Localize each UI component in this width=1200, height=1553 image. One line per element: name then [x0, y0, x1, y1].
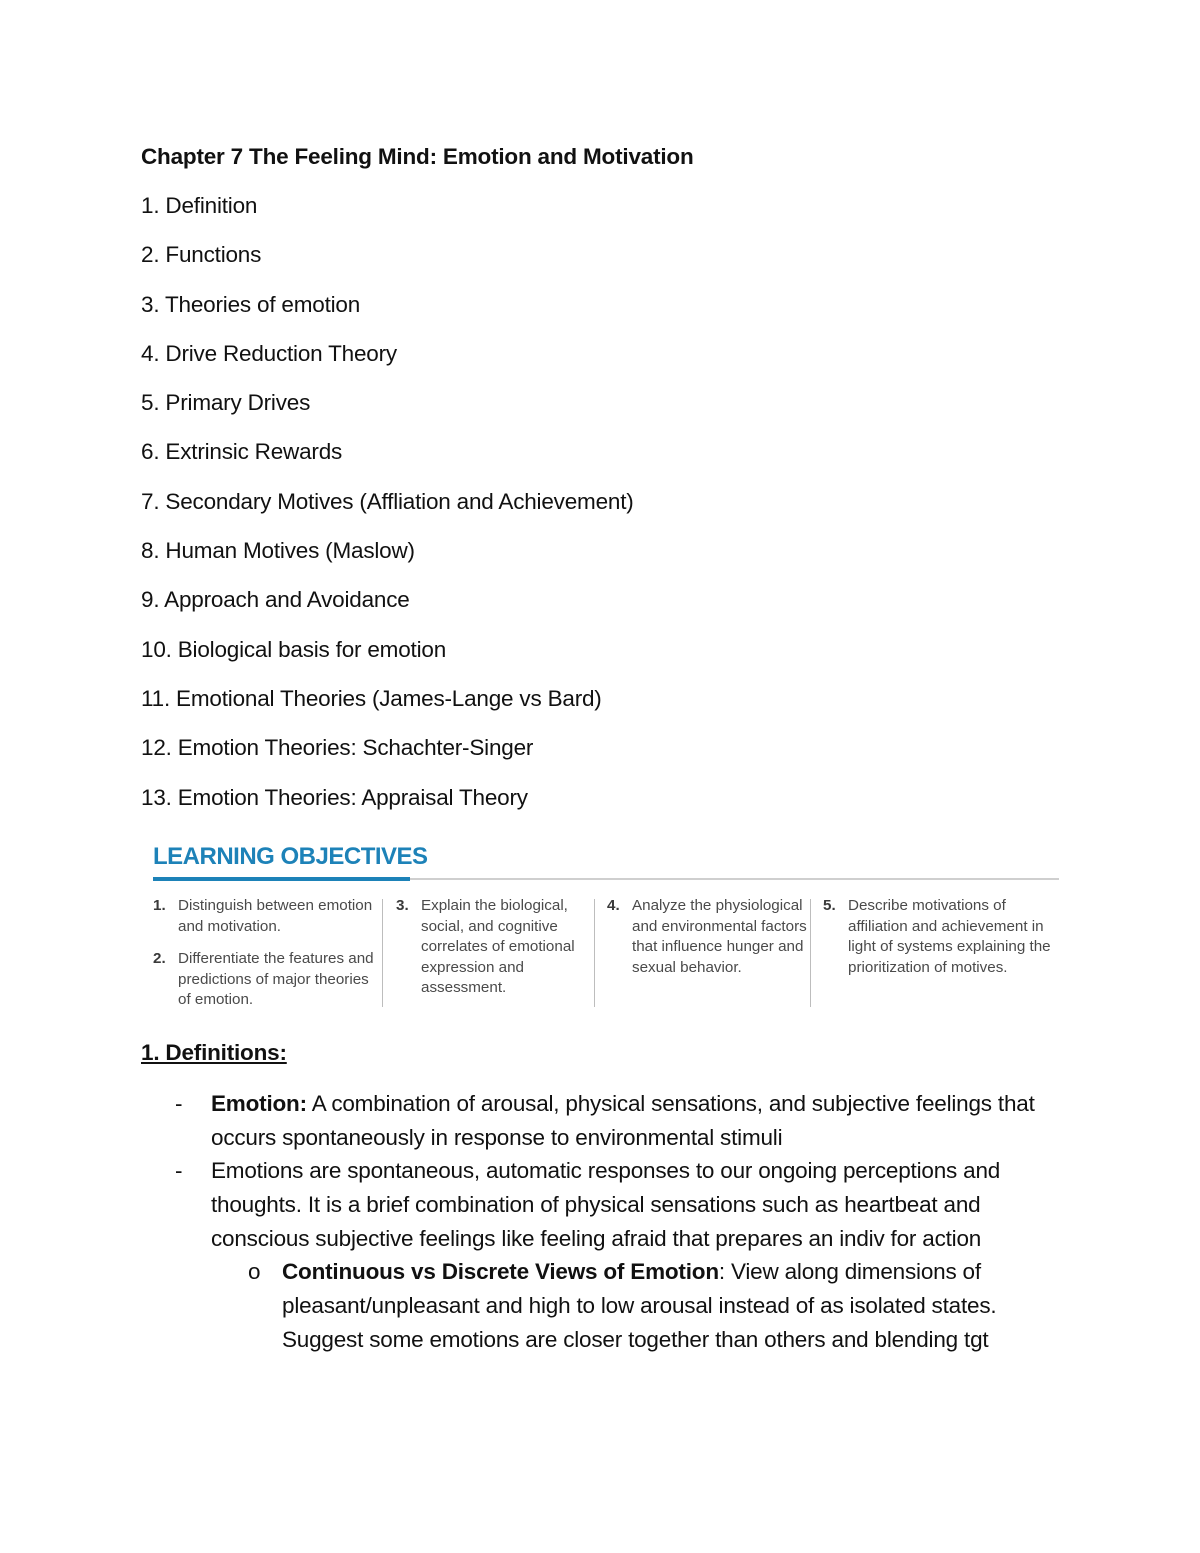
outline-item: 5. Primary Drives	[141, 390, 311, 416]
objectives-column-4	[823, 896, 1059, 990]
objective-item	[396, 896, 596, 999]
learning-objectives-heading: LEARNING OBJECTIVES	[153, 843, 428, 870]
objectives-column-1	[153, 896, 375, 1023]
outline-item: 8. Human Motives (Maslow)	[141, 538, 415, 564]
section-heading: 1. Definitions:	[141, 1040, 287, 1065]
outline-item: 12. Emotion Theories: Schachter-Singer	[141, 735, 534, 761]
outline-item: 2. Functions	[141, 242, 262, 268]
bullet-text: Emotions are spontaneous, automatic responses to our ongoing perceptions and thoughts. It is a brief combination of physical sensations such as heartbeat and conscious subjective feelings like feeling afraid that prepares an indiv for action	[211, 1158, 1001, 1251]
objective-item	[153, 896, 375, 937]
outline-item: 13. Emotion Theories: Appraisal Theory	[141, 784, 528, 810]
column-divider	[382, 899, 383, 1007]
bullet-item	[175, 1087, 1071, 1155]
chapter-outline	[141, 192, 634, 833]
bullet-item	[175, 1154, 1071, 1256]
objective-number: 2.	[153, 950, 166, 967]
heading-underline	[153, 877, 410, 881]
objective-text: Distinguish between emotion and motivation.	[178, 897, 373, 935]
term-label: Continuous vs Discrete Views of Emotion	[282, 1259, 719, 1284]
sub-bullet-marker: o	[248, 1259, 261, 1284]
objective-text: Analyze the physiological and environmental factors that influence hunger and sexual behavior.	[632, 897, 807, 976]
term-label: Emotion:	[211, 1091, 307, 1116]
bullet-marker: -	[175, 1158, 183, 1183]
outline-item: 4. Drive Reduction Theory	[141, 340, 397, 366]
bullet-marker: -	[175, 1091, 183, 1116]
objective-number: 4.	[607, 897, 620, 914]
bullet-text: A combination of arousal, physical sensations, and subjective feelings that occurs spontaneously in response to environmental stimuli	[211, 1091, 1035, 1150]
objective-number: 3.	[396, 897, 409, 914]
objective-number: 5.	[823, 897, 836, 914]
outline-item: 9. Approach and Avoidance	[141, 587, 410, 613]
objective-number: 1.	[153, 897, 166, 914]
objective-item	[153, 949, 375, 1011]
outline-item: 6. Extrinsic Rewards	[141, 439, 343, 465]
objective-text: Explain the biological, social, and cognitive correlates of emotional expression and assessment.	[421, 897, 575, 996]
objective-item	[607, 896, 812, 978]
objective-item	[823, 896, 1059, 978]
objectives-column-2	[396, 896, 596, 1011]
outline-item: 10. Biological basis for emotion	[141, 636, 447, 662]
bullet-text: : View along dimensions of pleasant/unpleasant and high to low arousal instead of as isolated states. Suggest some emotions are closer together than others and blending tgt	[282, 1259, 997, 1352]
outline-item: 1. Definition	[141, 193, 258, 218]
sub-bullet-item	[248, 1255, 1072, 1357]
column-divider	[594, 899, 595, 1007]
outline-item: 3. Theories of emotion	[141, 291, 361, 317]
objectives-column-3	[607, 896, 812, 990]
objective-text: Describe motivations of affiliation and achievement in light of systems explaining the prioritization of motives.	[848, 897, 1051, 976]
objective-text: Differentiate the features and predictions of major theories of emotion.	[178, 950, 374, 1008]
column-divider	[810, 899, 811, 1007]
outline-item: 11. Emotional Theories (James-Lange vs Bard)	[141, 685, 602, 711]
outline-item: 7. Secondary Motives (Affliation and Achievement)	[141, 488, 634, 514]
document-title: Chapter 7 The Feeling Mind: Emotion and Motivation	[141, 144, 694, 169]
learning-objectives-figure	[153, 843, 1059, 1013]
